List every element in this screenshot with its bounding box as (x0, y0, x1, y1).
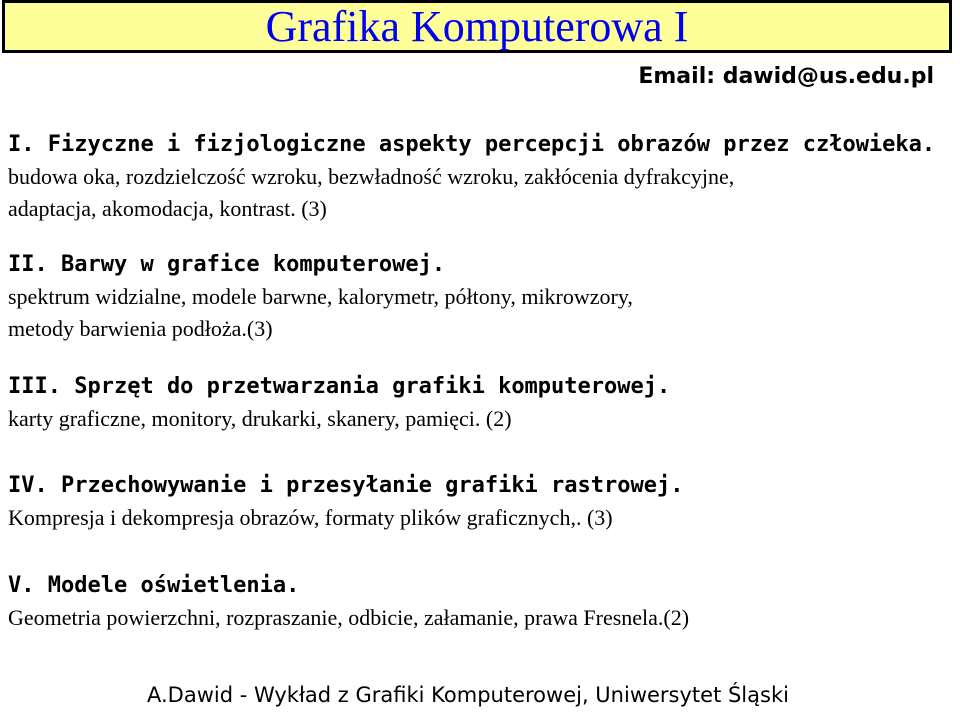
section-5 (8, 570, 689, 634)
footer-credit: A.Dawid - Wykład z Grafiki Komputerowej, Uniwersytet Śląski (147, 683, 789, 707)
section-2 (8, 249, 633, 345)
section-description-line: Geometria powierzchni, rozpraszanie, odbicie, załamanie, prawa Fresnela.(2) (8, 605, 690, 630)
section-4 (8, 470, 684, 534)
section-description-line: budowa oka, rozdzielczość wzroku, bezwładność wzroku, zakłócenia dyfrakcyjne, (8, 164, 735, 189)
section-heading: IV. Przechowywanie i przesyłanie grafiki rastrowej. (8, 473, 684, 498)
section-description-line: spektrum widzialne, modele barwne, kalorymetr, półtony, mikrowzory, (8, 284, 633, 309)
section-heading: II. Barwy w grafice komputerowej. (8, 252, 446, 277)
section-description-line: metody barwienia podłoża.(3) (8, 316, 273, 341)
section-heading: V. Modele oświetlenia. (8, 573, 300, 598)
section-description-line: karty graficzne, monitory, drukarki, skanery, pamięci. (2) (8, 406, 512, 431)
title-banner (2, 0, 952, 53)
section-description-line: adaptacja, akomodacja, kontrast. (3) (8, 196, 327, 221)
section-heading: III. Sprzęt do przetwarzania grafiki komputerowej. (8, 374, 671, 399)
section-3 (8, 371, 670, 435)
page-title: Grafika Komputerowa I (265, 2, 689, 51)
contact-email: Email: dawid@us.edu.pl (638, 64, 934, 89)
section-description-line: Kompresja i dekompresja obrazów, formaty plików graficznych,. (3) (8, 505, 613, 530)
section-1 (8, 129, 935, 225)
section-heading: I. Fizyczne i fizjologiczne aspekty percepcji obrazów przez człowieka. (8, 132, 936, 157)
